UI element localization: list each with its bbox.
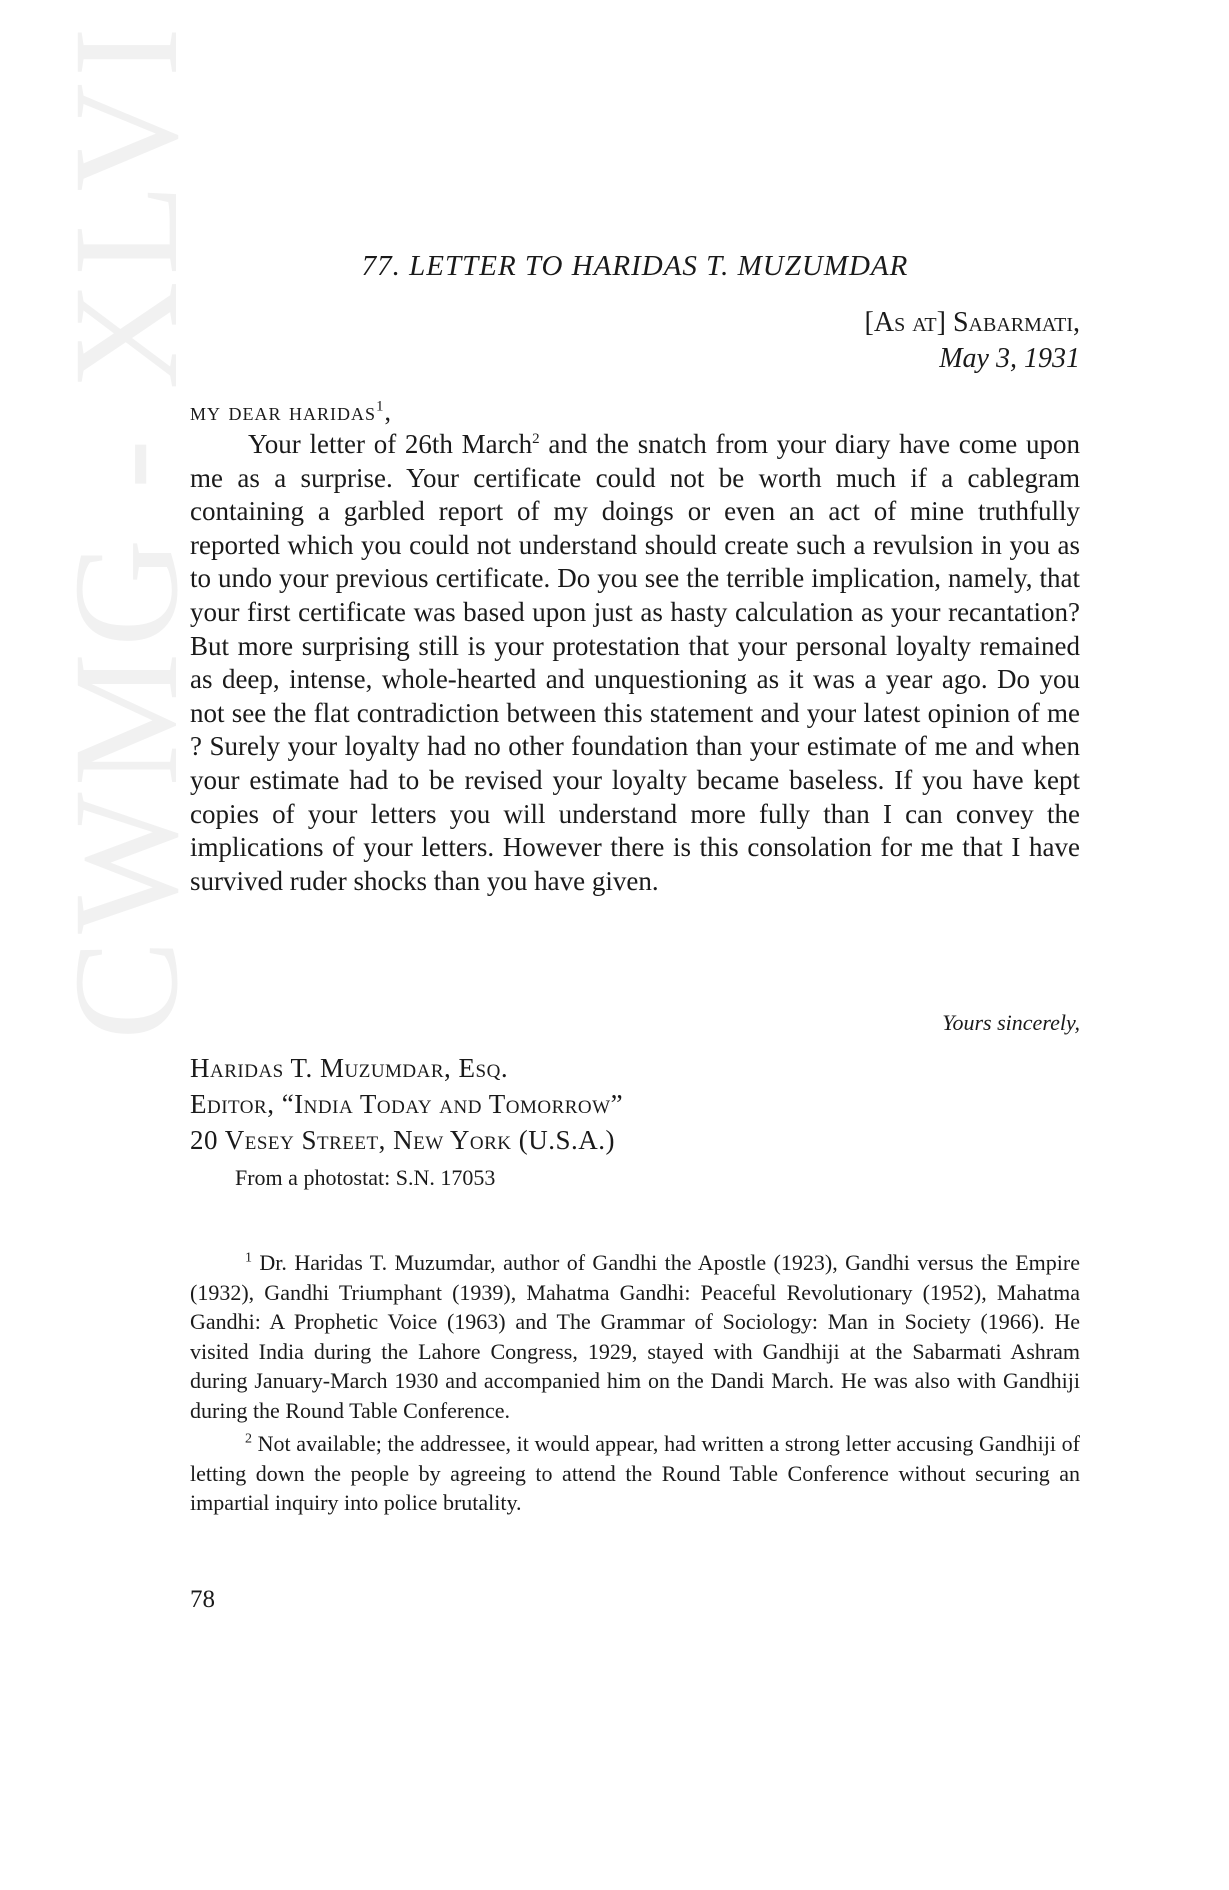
address-line-editor: Editor, “India Today and Tomorrow” bbox=[190, 1089, 624, 1119]
letter-place: [As at] Sabarmati, bbox=[864, 307, 1080, 338]
source-note: From a photostat: S.N. 17053 bbox=[235, 1165, 496, 1190]
closing: Yours sincerely, bbox=[942, 1010, 1080, 1035]
letter-body-part-2: and the snatch from your diary have come upon me as a surprise. Your certificate could not be worth much if a cablegram containing a garbled report of my doings or even an act of mine truthfully reported which you could not understand should create such a revulsion in you as to undo your previous certificate. Do you see the terrible implication, namely, that your first certificate was based upon just as hasty calculation as your recantation? But more surprising still is your protestation that your personal loyalty remained as deep, intense, whole-hearted and unquestioning as it was a year ago. Do you not see the flat contradiction between this statement and your latest opinion of me ? Surely your loyalty had no other foundation than your estimate of me and when your estimate had to be revised your loyalty became baseless. If you have kept copies of your letters you will understand more fully than I can convey the implications of your letters. However there is this consolation for me that I have survived ruder shocks than you have given. bbox=[190, 429, 1080, 896]
footnote-marker: 1 bbox=[245, 1250, 252, 1266]
salutation-comma: , bbox=[384, 397, 393, 426]
letter-title: 77. LETTER TO HARIDAS T. MUZUMDAR bbox=[361, 250, 909, 282]
page-number: 78 bbox=[190, 1586, 215, 1613]
footnote-1 bbox=[190, 1248, 1080, 1425]
recipient-address bbox=[190, 1050, 623, 1158]
salutation-text: my dear haridas bbox=[190, 397, 377, 426]
footnotes bbox=[190, 1248, 1080, 1522]
watermark: CWMG - XLVI bbox=[43, 21, 209, 1040]
footnote-marker: 2 bbox=[245, 1431, 252, 1447]
letter-date: May 3, 1931 bbox=[939, 343, 1080, 374]
place-date-block bbox=[865, 305, 1080, 377]
footnote-ref-2: 2 bbox=[532, 431, 540, 447]
letter-body bbox=[190, 428, 1080, 898]
letter-body-part-1: Your letter of 26th March bbox=[248, 429, 533, 459]
address-line-name: Haridas T. Muzumdar, Esq. bbox=[190, 1053, 509, 1083]
footnote-text: Dr. Haridas T. Muzumdar, author of Gandhi the Apostle (1923), Gandhi versus the Empire (1932), Gandhi Triumphant (1939), Mahatma Gandhi: Peaceful Revolutionary (1952), Mahatma Gandhi: A Prophetic Voice (1963) and The Grammar of Sociology: Man in Society (1966). He visited India during the Lahore Congress, 1929, stayed with Gandhiji at the Sabarmati Ashram during January-March 1930 and accompanied him on the Dandi March. He was also with Gandhiji during the Round Table Conference. bbox=[190, 1250, 1080, 1423]
salutation bbox=[190, 397, 392, 427]
address-line-street: 20 Vesey Street, New York (U.S.A.) bbox=[190, 1125, 616, 1155]
footnote-2 bbox=[190, 1429, 1080, 1518]
footnote-ref-1: 1 bbox=[376, 398, 385, 415]
footnote-text: Not available; the addressee, it would appear, had written a strong letter accusing Gandhiji of letting down the people by agreeing to attend the Round Table Conference without securing an impartial inquiry into police brutality. bbox=[190, 1431, 1080, 1515]
